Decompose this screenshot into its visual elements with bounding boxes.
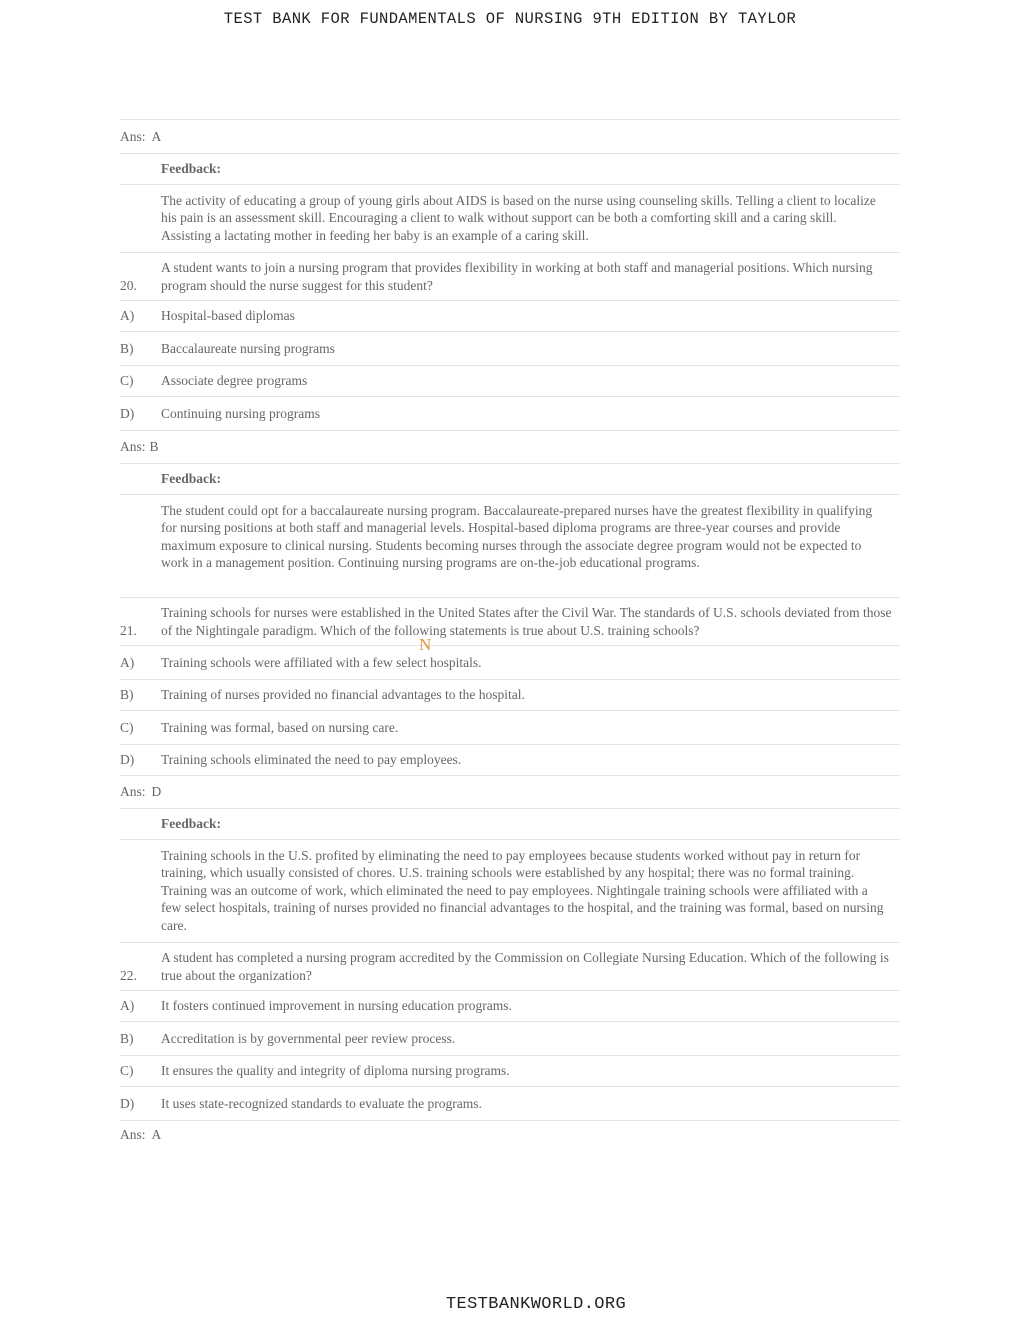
question-text: A student wants to join a nursing program that provides flexibility in working at both staff and managerial positions. Which nursing program should the nurse suggest for this student? <box>161 260 873 293</box>
option-text: It uses state-recognized standards to evaluate the programs. <box>161 1095 482 1111</box>
answer-label: Ans: <box>120 784 146 799</box>
answer-row <box>120 120 900 154</box>
option-row <box>120 366 900 397</box>
question-row <box>120 598 900 646</box>
option-label: D) <box>120 1095 135 1111</box>
option-label: A) <box>120 998 135 1013</box>
answer-label: Ans: <box>120 439 146 454</box>
feedback-heading: Feedback: <box>161 471 221 487</box>
option-label: A) <box>120 654 135 670</box>
feedback-row <box>120 495 900 598</box>
answer-value: A <box>151 1126 162 1142</box>
option-label: A) <box>120 308 135 323</box>
question-text: A student has completed a nursing program accredited by the Commission on Collegiate Nursing Education. Which of the following is true about the organization? <box>161 950 889 983</box>
page-header: TEST BANK FOR FUNDAMENTALS OF NURSING 9TH EDITION BY TAYLOR <box>223 10 797 28</box>
orange-marker: N <box>419 635 432 654</box>
option-text: Training schools were affiliated with a few select hospitals. <box>161 654 482 670</box>
option-row <box>120 301 900 332</box>
option-label: C) <box>120 373 134 388</box>
option-row <box>120 745 900 776</box>
option-row <box>120 397 900 431</box>
answer-row <box>120 776 900 809</box>
feedback-heading: Feedback: <box>161 161 221 177</box>
question-row <box>120 253 900 301</box>
answer-label: Ans: <box>120 1126 146 1142</box>
option-label: B) <box>120 687 134 702</box>
option-label: C) <box>120 719 134 735</box>
feedback-row <box>120 185 900 253</box>
option-row <box>120 646 900 680</box>
option-row <box>120 1022 900 1056</box>
answer-value: D <box>151 784 162 799</box>
page-footer: TESTBANKWORLD.ORG <box>445 1295 627 1314</box>
answer-label: Ans: <box>120 128 146 144</box>
feedback-heading-row <box>120 464 900 495</box>
option-text: Training of nurses provided no financial advantages to the hospital. <box>161 687 525 703</box>
option-label: B) <box>120 1030 134 1046</box>
option-row <box>120 1087 900 1121</box>
question-row <box>120 943 900 991</box>
feedback-heading-row <box>120 154 900 185</box>
option-text: Associate degree programs <box>161 373 308 389</box>
option-row <box>120 1056 900 1087</box>
option-label: D) <box>120 405 135 421</box>
option-text: Hospital-based diplomas <box>161 308 295 324</box>
question-text: Training schools for nurses were established in the United States after the Civil War. The standards of U.S. schools deviated from those of the Nightingale paradigm. Which of the following statements is true about U.S. training schools? <box>161 605 892 638</box>
option-text: Continuing nursing programs <box>161 405 320 421</box>
answer-value: A <box>151 128 162 144</box>
option-text: Baccalaureate nursing programs <box>161 340 335 356</box>
answer-row <box>120 431 900 464</box>
feedback-heading: Feedback: <box>161 816 221 832</box>
feedback-text: Training schools in the U.S. profited by eliminating the need to pay employees because students worked without pay in return for training, which usually consisted of chores. U.S. training schools were established by any hospital; there was no formal training. Training was an outcome of work, which eliminated the need to pay employees. Nightingale training schools were affiliated with a few select hospitals, training of nurses provided no financial advantages to the hospital, and the training was formal, based on nursing care. <box>161 848 884 933</box>
option-text: Accreditation is by governmental peer review process. <box>161 1030 456 1046</box>
option-row <box>120 680 900 711</box>
option-label: D) <box>120 752 135 767</box>
feedback-text: The student could opt for a baccalaureate nursing program. Baccalaureate-prepared nurses have the greatest flexibility in qualifying for nursing positions at both staff and managerial levels. Hospital-based diploma programs are three-year courses and provide maximum exposure to clinical nursing. Students becoming nurses through the associate degree program would not be expected to work in a management position. Continuing nursing programs are on-the-job educational programs. <box>161 503 873 571</box>
answer-row <box>120 1121 900 1148</box>
feedback-text: The activity of educating a group of young girls about AIDS is based on the nurse using counseling skills. Telling a client to localize his pain is an assessment skill. Encouraging a client to walk without support can be both a comforting skill and a caring skill. Assisting a lactating mother in feeding her baby is an example of a caring skill. <box>161 193 876 243</box>
feedback-row <box>120 840 900 943</box>
option-label: C) <box>120 1063 134 1078</box>
option-row <box>120 711 900 745</box>
option-text: It fosters continued improvement in nursing education programs. <box>161 998 512 1014</box>
option-text: Training was formal, based on nursing care. <box>161 719 399 735</box>
option-row <box>120 991 900 1022</box>
question-number: 20. <box>120 278 137 293</box>
option-row <box>120 332 900 366</box>
question-number: 21. <box>120 623 137 638</box>
option-text: It ensures the quality and integrity of diploma nursing programs. <box>161 1063 510 1079</box>
option-text: Training schools eliminated the need to pay employees. <box>161 752 462 768</box>
option-label: B) <box>120 340 134 356</box>
feedback-heading-row <box>120 809 900 840</box>
test-bank-content <box>120 119 900 1148</box>
answer-value: B <box>149 439 159 454</box>
question-number: 22. <box>120 968 137 983</box>
